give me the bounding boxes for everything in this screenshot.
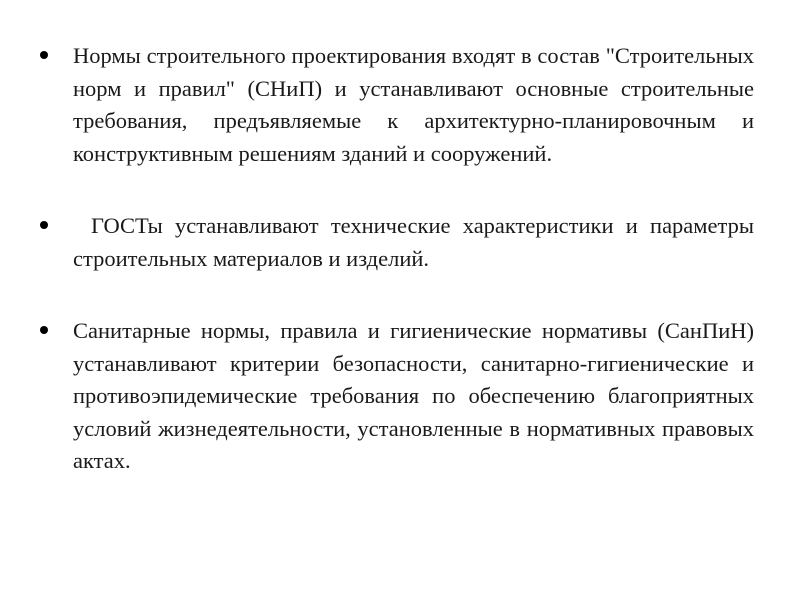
bullet-item-snip — [40, 40, 754, 170]
bullet-text: Нормы строительного проектирования входят в состав "Строительных норм и правил" (СНиП) и устанавливают основные строительные требования, предъявляемые к архитектурно-планировочным и конструктивным решениям зданий и сооружений. — [73, 43, 754, 166]
bullet-item-gost — [40, 210, 754, 275]
bullet-item-sanpin — [40, 315, 754, 478]
bullet-text: Санитарные нормы, правила и гигиенические нормативы (СанПиН) устанавливают критерии безопасности, санитарно-гигиенические и противоэпидемические требования по обеспечению благоприятных условий жизнедеятельности, установленные в нормативных правовых актах. — [73, 318, 754, 473]
bullet-dot-icon — [40, 221, 48, 229]
bullet-dot-icon — [40, 326, 48, 334]
bullet-list — [40, 40, 754, 478]
bullet-dot-icon — [40, 51, 48, 59]
bullet-text: ГОСТы устанавливают технические характеристики и параметры строительных материалов и изделий. — [73, 213, 754, 271]
